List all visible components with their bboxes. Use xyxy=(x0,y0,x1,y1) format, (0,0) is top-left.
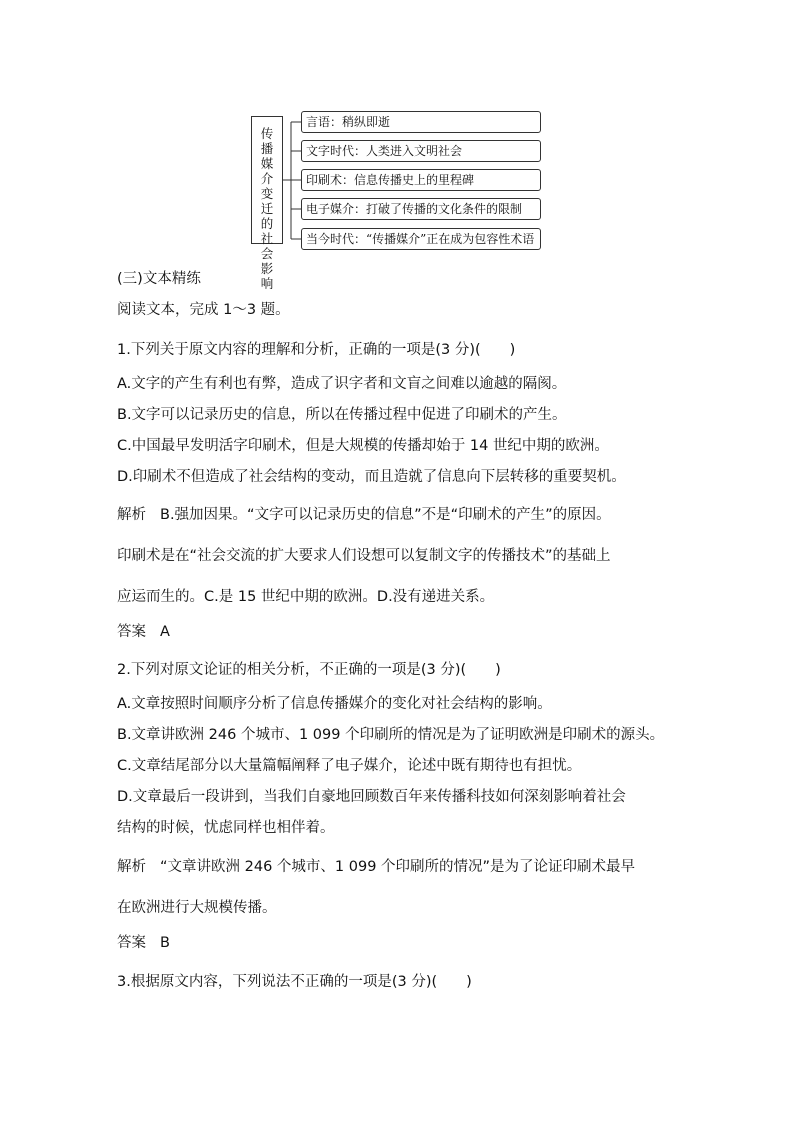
q1-analysis-line-1 xyxy=(117,505,697,525)
q1-analysis-label: 解析 xyxy=(117,507,146,523)
q1-analysis-line-2: 印刷术是在“社会交流的扩大要求人们设想可以复制文字的传播技术”的基础上 xyxy=(117,548,611,564)
diagram-item-speech: 言语：稍纵即逝 xyxy=(301,111,541,133)
q2-analysis-line-2: 在欧洲进行大规模传播。 xyxy=(117,900,277,916)
q1-answer-value: A xyxy=(160,624,170,640)
q2-option-d-line-2: 结构的时候，忧虑同样也相伴着。 xyxy=(117,820,335,836)
instruction: 阅读文本，完成 1～3 题。 xyxy=(117,302,290,318)
q1-answer xyxy=(117,622,697,642)
media-change-diagram xyxy=(251,108,551,291)
q2-option-c: C.文章结尾部分以大量篇幅阐释了电子媒介，论述中既有期待也有担忧。 xyxy=(117,758,582,774)
q1-analysis-line-3: 应运而生的。C.是 15 世纪中期的欧洲。D.没有递进关系。 xyxy=(117,589,495,605)
diagram-item-electronic: 电子媒介：打破了传播的文化条件的限制 xyxy=(301,198,541,220)
diagram-item-printing: 印刷术：信息传播史上的里程碑 xyxy=(301,169,541,191)
q2-answer xyxy=(117,933,697,953)
q2-option-a: A.文章按照时间顺序分析了信息传播媒介的变化对社会结构的影响。 xyxy=(117,696,552,712)
q2-option-d-line-1: D.文章最后一段讲到，当我们自豪地回顾数百年来传播科技如何深刻影响着社会 xyxy=(117,789,626,805)
diagram-head: 传播媒介变迁的社会影响 xyxy=(251,116,283,244)
q3-stem: 3.根据原文内容，下列说法不正确的一项是(3 分)( ) xyxy=(117,974,472,990)
q2-stem: 2.下列对原文论证的相关分析，不正确的一项是(3 分)( ) xyxy=(117,662,501,678)
q2-answer-label: 答案 xyxy=(117,935,146,951)
q1-option-d: D.印刷术不但造成了社会结构的变动，而且造就了信息向下层转移的重要契机。 xyxy=(117,469,626,485)
q2-analysis-line-1 xyxy=(117,857,697,877)
q2-option-b: B.文章讲欧洲 246 个城市、1 099 个印刷所的情况是为了证明欧洲是印刷术的源头。 xyxy=(117,727,665,743)
q2-analysis-text: “文章讲欧洲 246 个城市、1 099 个印刷所的情况”是为了论证印刷术最早 xyxy=(160,859,636,875)
q1-option-c: C.中国最早发明活字印刷术，但是大规模的传播却始于 14 世纪中期的欧洲。 xyxy=(117,438,609,454)
section-title: (三)文本精练 xyxy=(117,271,201,287)
diagram-item-writing: 文字时代：人类进入文明社会 xyxy=(301,140,541,162)
q2-analysis-label: 解析 xyxy=(117,859,146,875)
q1-option-b: B.文字可以记录历史的信息，所以在传播过程中促进了印刷术的产生。 xyxy=(117,407,567,423)
q2-answer-value: B xyxy=(160,935,170,951)
q1-option-a: A.文字的产生有利也有弊，造成了识字者和文盲之间难以逾越的隔阂。 xyxy=(117,376,567,392)
q1-answer-label: 答案 xyxy=(117,624,146,640)
q1-stem: 1.下列关于原文内容的理解和分析，正确的一项是(3 分)( ) xyxy=(117,342,516,358)
q1-analysis-text: B.强加因果。“文字可以记录历史的信息”不是“印刷术的产生”的原因。 xyxy=(160,507,611,523)
diagram-item-today: 当今时代：“传播媒介”正在成为包容性术语 xyxy=(301,228,541,250)
